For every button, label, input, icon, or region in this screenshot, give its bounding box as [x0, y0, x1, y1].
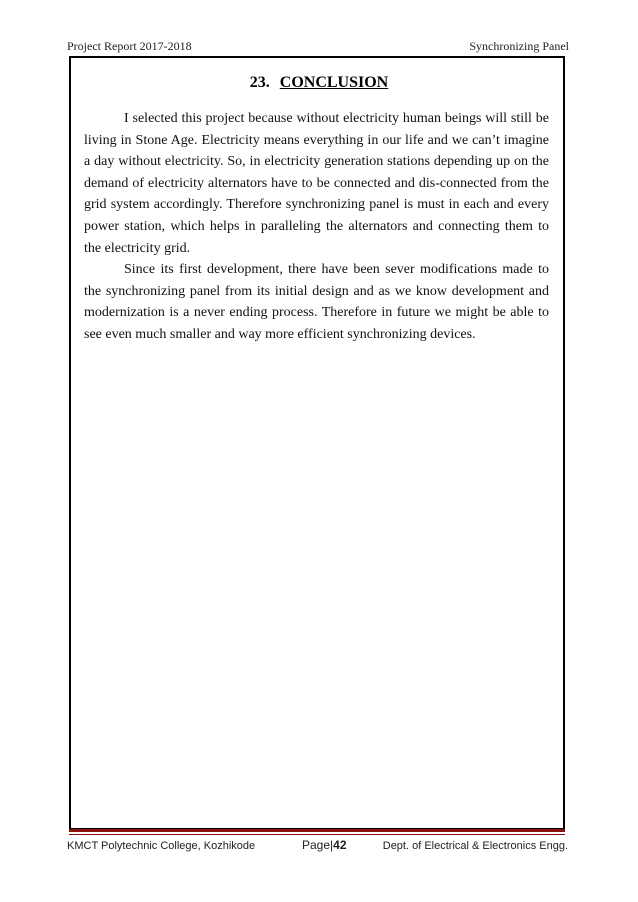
paragraph: I selected this project because without electricity human beings will still be living in Stone Age. Electricity means everything in our life and we can’t imagine a day without electricity. So, in electricity generation stations depending up on the demand of electricity alternators have to be connected and dis-connected from the grid system accordingly. Therefore synchronizing panel is must in each and every power station, which helps in paralleling the alternators and connecting them to the electricity grid. [84, 111, 549, 256]
page-label: Page| [302, 838, 334, 852]
body-text [84, 108, 549, 346]
footer-department: Dept. of Electrical & Electronics Engg. [382, 840, 568, 852]
header-subject: Synchronizing Panel [469, 39, 569, 53]
section-title: CONCLUSION [279, 74, 389, 91]
footer-college: KMCT Polytechnic College, Kozhikode [67, 840, 256, 852]
page-footer [67, 838, 568, 856]
paragraph: Since its first development, there have been sever modifications made to the synchronizing panel from its initial design and as we know development and modernization is a never ending process. Therefore in future we might be able to see even much smaller and way more efficient synchronizing devices. [84, 262, 549, 342]
header-report-title: Project Report 2017-2018 [67, 39, 192, 53]
section-heading [0, 74, 638, 92]
page-number: 42 [333, 838, 347, 852]
page-number-block [302, 838, 347, 852]
page-header [67, 38, 569, 54]
footer-rule [69, 829, 565, 835]
section-number: 23. [249, 74, 270, 91]
